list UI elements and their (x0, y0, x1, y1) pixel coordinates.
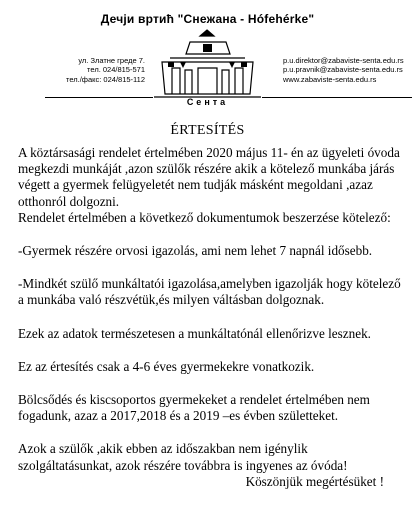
intro-paragraph: A köztársasági rendelet értelmében 2020 május 11- én az ügyeleti óvoda megkezdi munkáját ,azon szülők részére akik a kötelező munkába járás végett a gyermek felügyeletét nem tudják másként megoldani ,azaz otthonról dolgozni. (18, 145, 400, 209)
verification-note: Ezek az adatok természetesen a munkáltatónál ellenőrizve lesznek. (18, 325, 371, 341)
website: www.zabaviste-senta.edu.rs (283, 74, 377, 84)
closing-line: Köszönjük megértésüket ! (245, 473, 384, 489)
header-divider-left (45, 97, 153, 98)
phone-line: тел. 024/815-571 (87, 65, 145, 75)
address-block (45, 56, 145, 84)
document-body (18, 145, 404, 490)
document-title: ÉRTESÍTÉS (170, 123, 245, 138)
free-service-note: Azok a szülők ,akik ebben az időszakban nem igénylik szolgáltatásunkat, azok részére továbbra is ingyenes az óvóda! (18, 441, 348, 473)
header-divider-right (262, 97, 412, 98)
city-name: Сента (186, 97, 229, 107)
contact-block (283, 56, 413, 84)
address-line: ул. Златне греде 7. (78, 56, 145, 65)
director-email: p.u.direktor@zabaviste-senta.edu.rs (283, 56, 404, 65)
requirement-employer: -Mindkét szülő munkáltatói igazolása,amelyben igazolják hogy kötelező a munkába való részvétük,és milyen váltásban dolgoznak. (18, 276, 401, 308)
lawyer-email: p.u.pravnik@zabaviste-senta.edu.rs (283, 65, 403, 75)
age-note: Ez az értesítés csak a 4-6 éves gyermekekre vonatkozik. (18, 358, 315, 374)
fax-line: тел./факс: 024/815-112 (65, 74, 145, 84)
requirements-intro: Rendelet értelmében a következő dokumentumok beszerzése kötelező: (18, 209, 391, 225)
nursery-note: Bölcsődés és kiscsoportos gyermekeket a rendelet értelmében nem fogadunk, azaz a 2017,2018 és a 2019 –es évben születteket. (18, 392, 370, 424)
requirement-medical: -Gyermek részére orvosi igazolás, ami nem lehet 7 napnál idősebb. (18, 243, 373, 259)
kindergarten-name: Дечји вртић "Снежана - Hófehérke" (100, 12, 315, 26)
